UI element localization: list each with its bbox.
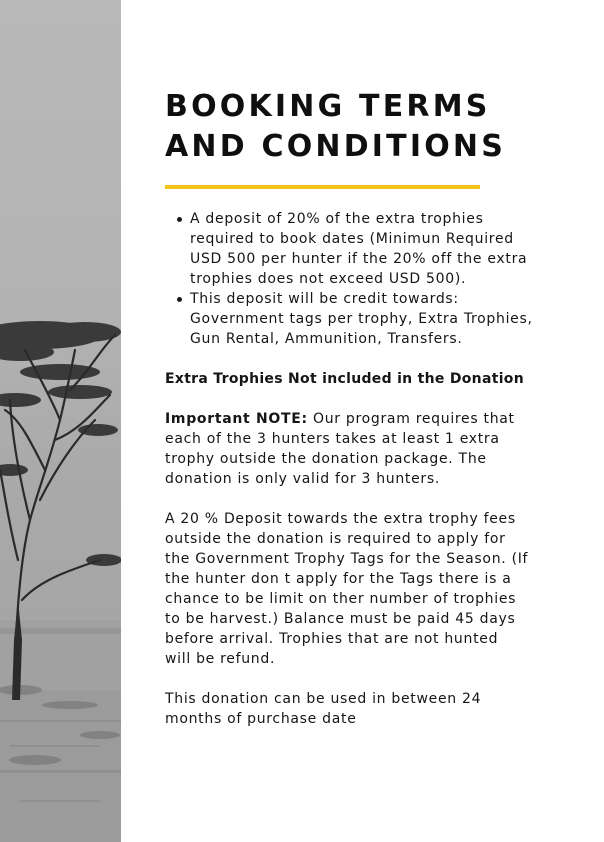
validity-paragraph [165,689,565,729]
important-note-paragraph [165,409,565,489]
deposit-line-2: outside the donation is required to apply for [165,531,506,547]
deposit-line-4: the hunter don t apply for the Tags there is a [165,571,512,587]
deposit-line-5: chance to be limit on ther number of trophies [165,591,517,607]
validity-line-2: months of purchase date [165,711,357,727]
list-item [190,289,565,349]
bullet-1-line-4: trophies does not exceed USD 500). [190,271,467,287]
side-photo-acacia-tree [0,0,121,842]
deposit-paragraph [165,509,565,669]
accent-rule [165,185,480,189]
bullet-2-line-1: This deposit will be credit towards: [190,291,459,307]
important-note-first-line: Our program requires that [307,411,515,427]
bullet-2-line-3: Gun Rental, Ammunition, Transfers. [190,331,463,347]
title-line-2: AND CONDITIONS [165,129,507,164]
title-line-1: BOOKING TERMS [165,89,491,124]
important-note-label: Important NOTE: [165,411,308,427]
deposit-line-7: before arrival. Trophies that are not hunted [165,631,499,647]
important-note-line-4: donation is only valid for 3 hunters. [165,471,441,487]
deposit-line-8: will be refund. [165,651,276,667]
bullet-1-line-1: A deposit of 20% of the extra trophies [190,211,484,227]
important-note-line-1 [165,409,565,429]
section-heading: Extra Trophies Not included in the Donation [165,371,524,387]
acacia-tree-illustration [0,0,121,842]
deposit-line-3: the Government Trophy Tags for the Season. (If [165,551,529,567]
deposit-line-6: to be harvest.) Balance must be paid 45 days [165,611,516,627]
important-note-line-2: each of the 3 hunters takes at least 1 extra [165,431,500,447]
important-note-line-3: trophy outside the donation package. The [165,451,487,467]
validity-line-1: This donation can be used in between 24 [165,691,482,707]
terms-content [165,87,565,729]
terms-bullet-list [165,209,565,349]
bullet-1-line-2: required to book dates (Minimun Required [190,231,514,247]
page-title [165,87,505,167]
list-item [190,209,565,289]
bullet-2-line-2: Government tags per trophy, Extra Trophies, [190,311,533,327]
bullet-1-line-3: USD 500 per hunter if the 20% off the extra [190,251,528,267]
deposit-line-1: A 20 % Deposit towards the extra trophy fees [165,511,516,527]
